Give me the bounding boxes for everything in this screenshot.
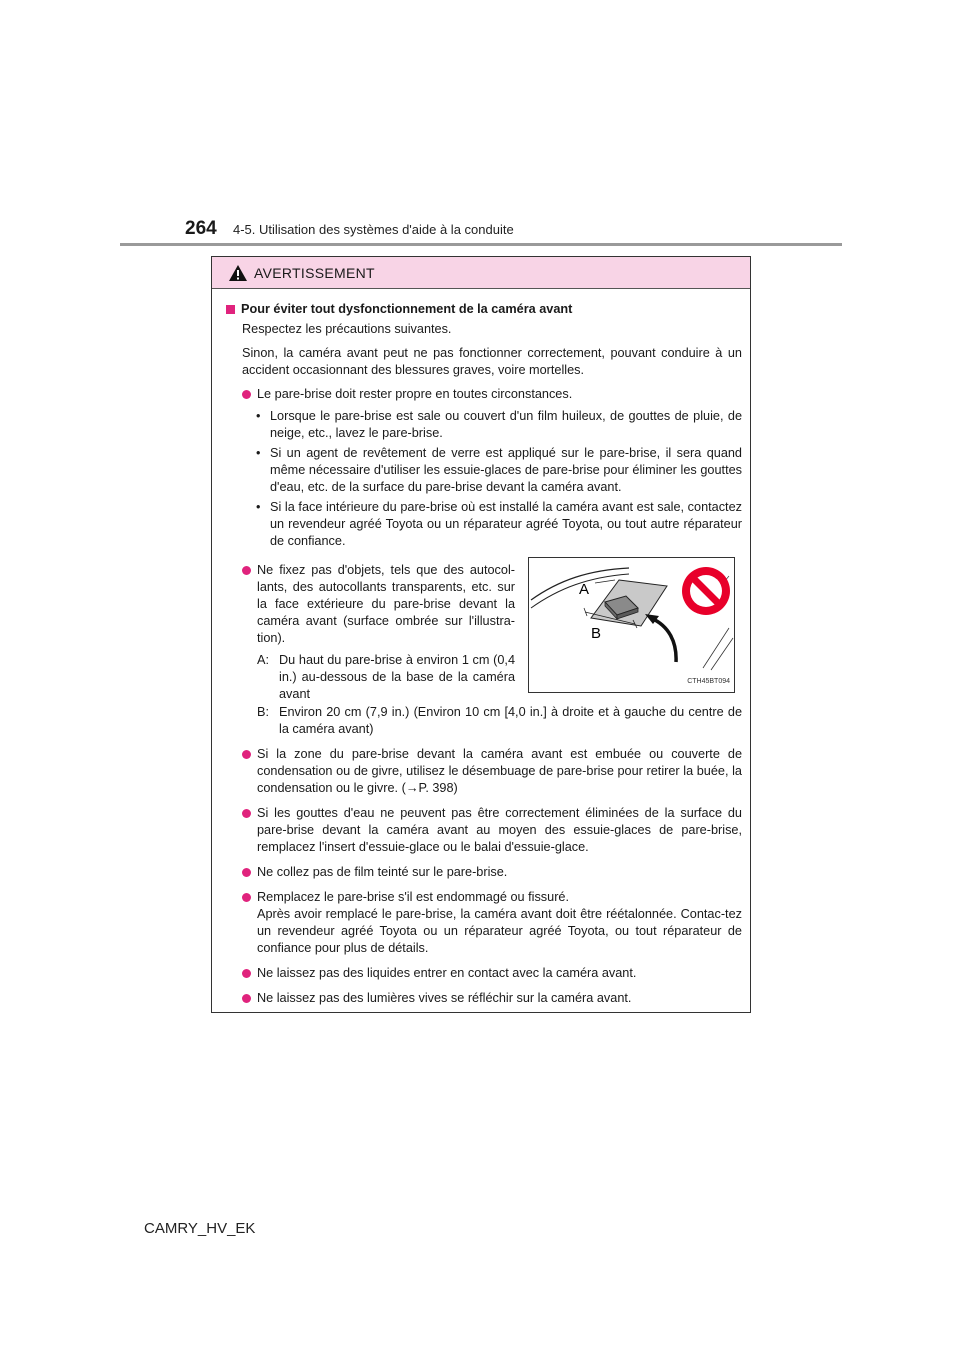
sub-item [256,499,742,550]
list-item-text: Ne collez pas de film teinté sur le pare-brise. [257,865,508,879]
sub-item [256,445,742,496]
list-item [242,386,742,403]
page-number: 264 [185,218,217,239]
warning-content [212,289,750,1007]
warning-title: AVERTISSEMENT [254,264,375,281]
sub-item-text: Lorsque le pare-brise est sale ou couvert d'un film huileux, de gouttes de pluie, de neige, etc., lavez le pare-brise. [270,409,742,440]
sub-bullet: • [256,446,261,460]
list-item-text-block [257,889,742,957]
label-b-text: Environ 20 cm (7,9 in.) (Environ 10 cm [4,0 in.] à droite et à gauche du centre de la caméra avant) [279,705,742,736]
list-item-text: Le pare-brise doit rester propre en toutes circonstances. [257,387,573,401]
warning-box [211,256,751,1013]
list-item-text: Ne fixez pas d'objets, tels que des autocol-lants, des autocollants transparents, etc. sur la face extérieure du pare-brise devant la caméra avant (surface ombrée sur l'illustra-tion). [257,563,515,645]
label-b-mark: B: [257,705,269,719]
warning-triangle-icon [228,264,248,282]
header-rule [120,243,842,246]
bullet-dot-icon [242,750,251,759]
bullet-dot-icon [242,809,251,818]
list-item [242,965,742,982]
list-item [242,562,515,647]
warning-heading [226,301,742,318]
bullet-dot-icon [242,969,251,978]
sub-bullet: • [256,409,261,423]
list-item [242,889,742,957]
label-a-mark: A: [257,653,269,667]
figure-label-a: A [579,581,590,598]
list-item-text: Remplacez le pare-brise s'il est endommagé ou fissuré. [257,890,569,904]
figure-row [226,555,742,703]
intro-text-2: Sinon, la caméra avant peut ne pas fonctionner correctement, pouvant conduire à un accident occasionnant des blessures graves, voire mortelles. [242,346,742,377]
list-item [242,805,742,856]
list-item [242,746,742,797]
label-a-text: Du haut du pare-brise à environ 1 cm (0,4 in.) au-dessous de la base de la caméra avant [279,653,515,701]
windshield-camera-illustration [529,558,734,692]
footer-model: CAMRY_HV_EK [144,1220,256,1237]
section-title: 4-5. Utilisation des systèmes d'aide à la conduite [233,222,514,237]
figure-text-column [226,555,515,703]
list-item [242,864,742,881]
figure-label-b: B [591,625,602,642]
list-item-text: Si la zone du pare-brise devant la caméra avant est embuée ou couverte de condensation ou de givre, utilisez le désembuage de pare-brise pour retirer la buée, la condensation ou le givre. (→P. 398) [257,747,742,795]
sub-item [256,408,742,442]
bullet-dot-icon [242,868,251,877]
warning-header [212,257,750,289]
list-item-text: Ne laissez pas des liquides entrer en contact avec la caméra avant. [257,966,637,980]
intro-text: Respectez les précautions suivantes. [242,322,452,336]
warning-heading-text: Pour éviter tout dysfonctionnement de la caméra avant [241,302,573,316]
bullet-dot-icon [242,994,251,1003]
sub-bullet: • [256,500,261,514]
bullet-dot-icon [242,566,251,575]
square-bullet-icon [226,305,235,314]
bullet-dot-icon [242,893,251,902]
list-item-text: Après avoir remplacé le pare-brise, la caméra avant doit être réétalonnée. Contac-tez un revendeur agréé Toyota ou un réparateur agréé Toyota, ou tout réparateur de confiance pour plus de détails. [257,907,742,955]
list-item [242,990,742,1007]
label-a-item [257,652,515,703]
sub-item-text: Si la face intérieure du pare-brise où est installé la caméra avant est sale, contactez un revendeur agréé Toyota ou un réparateur agréé Toyota, ou tout autre réparateur de confiance. [270,500,742,548]
list-item-text: Ne laissez pas des lumières vives se réfléchir sur la caméra avant. [257,991,632,1005]
windshield-camera-figure [528,557,735,693]
figure-code: CTH45BT094 [687,678,730,685]
list-item-text: Si les gouttes d'eau ne peuvent pas être correctement éliminées de la surface du pare-brise devant la caméra avant au moyen des essuie-glaces de pare-brise, remplacez l'insert d'essuie-glace ou le balai d'essuie-glace. [257,806,742,854]
label-b-item [257,704,742,738]
bullet-dot-icon [242,390,251,399]
sub-item-text: Si un agent de revêtement de verre est appliqué sur le pare-brise, il sera quand même nécessaire d'utiliser les essuie-glaces de pare-brise pour éliminer les gouttes d'eau, etc. de la surface du pare-brise devant la caméra avant. [270,446,742,494]
